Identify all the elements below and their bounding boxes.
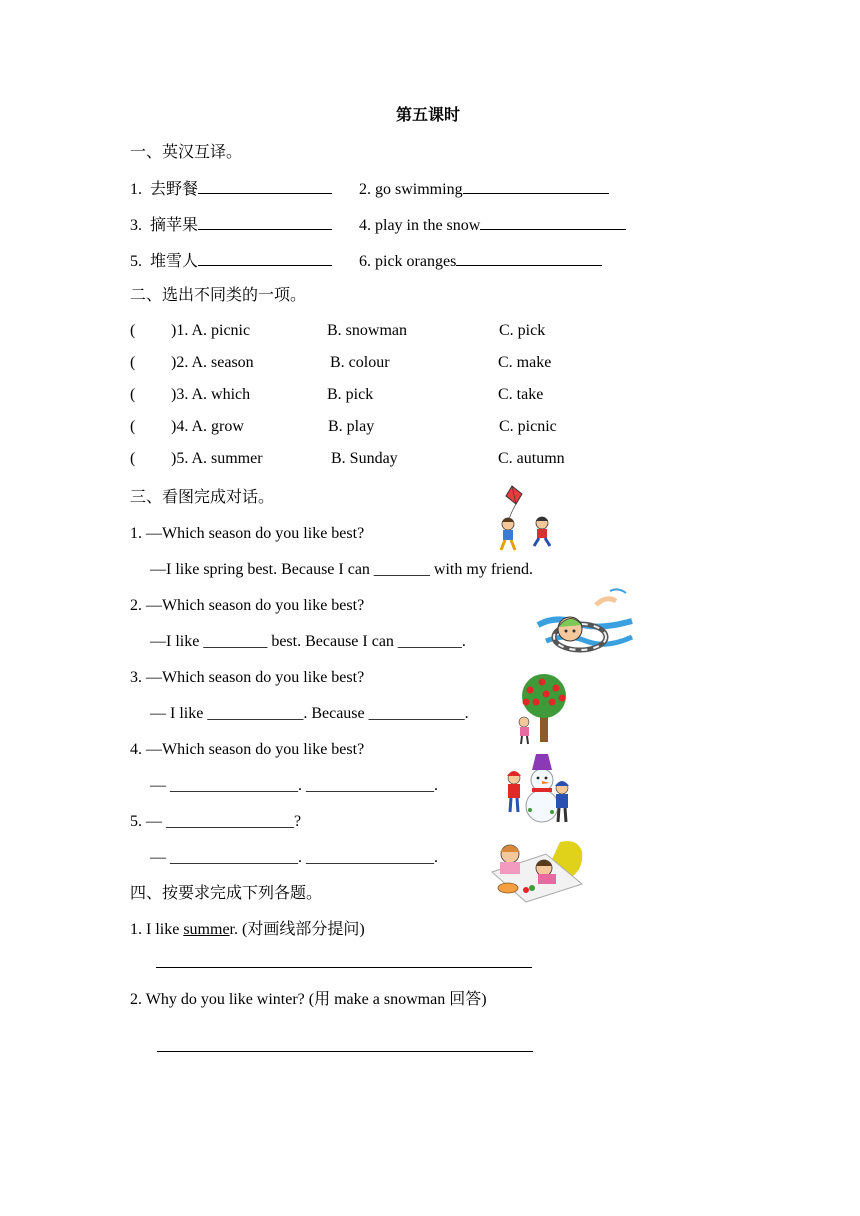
option-b: B. colour	[330, 354, 390, 371]
swimming-boy-image	[536, 585, 634, 659]
item-text: 摘苹果	[150, 217, 199, 234]
answer-line-2[interactable]	[157, 1051, 533, 1052]
answer-paren[interactable]: (	[130, 322, 136, 339]
answer-paren[interactable]: (	[130, 450, 136, 467]
dialogue-question-1: 1. —Which season do you like best?	[130, 525, 365, 542]
option-b: B. Sunday	[331, 450, 398, 467]
section-heading-4: 四、按要求完成下列各题。	[130, 885, 323, 902]
translation-item-1	[130, 178, 332, 200]
answer-blank[interactable]	[198, 250, 332, 266]
answer-line-1[interactable]	[156, 967, 532, 968]
dialogue-answer-2[interactable]: —I like ________ best. Because I can ________.	[150, 633, 466, 650]
translation-item-3	[130, 214, 332, 236]
dialogue-question-5[interactable]: 5. — ________________?	[130, 813, 302, 830]
question-number: )4. A. grow	[171, 418, 244, 435]
item-text: play in the snow	[375, 217, 481, 234]
dialogue-answer-5[interactable]: — ________________. ________________.	[150, 849, 438, 866]
item-text: pick oranges	[375, 253, 457, 270]
underlined-word: summe	[183, 921, 230, 938]
dialogue-question-4: 4. —Which season do you like best?	[130, 741, 365, 758]
answer-paren[interactable]: (	[130, 418, 136, 435]
apple-tree-image	[512, 672, 580, 746]
question-number: )2. A. season	[171, 354, 254, 371]
picnic-kids-image	[486, 832, 586, 904]
translation-item-4	[359, 214, 626, 236]
question-number: )1. A. picnic	[171, 322, 251, 339]
question-number: )3. A. which	[171, 386, 251, 403]
item-number: 3.	[130, 217, 142, 234]
section-heading-1: 一、英汉互译。	[130, 144, 243, 161]
option-a: A. grow	[191, 418, 244, 435]
answer-paren[interactable]: (	[130, 354, 136, 371]
answer-blank[interactable]	[480, 214, 626, 230]
option-c: C. make	[498, 354, 552, 371]
item-number: 6.	[359, 253, 371, 270]
rewrite-question-2: 2. Why do you like winter? (用 make a snowman 回答)	[130, 991, 487, 1008]
item-text: go swimming	[375, 181, 463, 198]
item-text: 去野餐	[150, 181, 199, 198]
dialogue-answer-1[interactable]: —I like spring best. Because I can _______ with my friend.	[150, 561, 534, 578]
option-a: A. summer	[191, 450, 263, 467]
dialogue-question-2: 2. —Which season do you like best?	[130, 597, 365, 614]
option-c: C. pick	[499, 322, 546, 339]
snowman-kids-image	[500, 748, 578, 826]
option-a: A. picnic	[191, 322, 251, 339]
dialogue-answer-4[interactable]: — ________________. ________________.	[150, 777, 438, 794]
section-heading-3: 三、看图完成对话。	[130, 489, 275, 506]
rewrite-question-1: 1. I like summer. (对画线部分提问)	[130, 921, 365, 938]
answer-blank[interactable]	[198, 214, 332, 230]
kite-boys-image	[494, 484, 564, 554]
answer-blank[interactable]	[198, 178, 332, 194]
translation-item-5	[130, 250, 332, 272]
option-b: B. play	[328, 418, 375, 435]
page-title: 第五课时	[396, 107, 461, 124]
answer-blank[interactable]	[456, 250, 602, 266]
option-a: A. season	[191, 354, 254, 371]
item-number: 1.	[130, 181, 142, 198]
answer-paren[interactable]: (	[130, 386, 136, 403]
item-text: 堆雪人	[150, 253, 199, 270]
question-number: )5. A. summer	[171, 450, 263, 467]
translation-item-6	[359, 250, 602, 272]
option-c: C. autumn	[498, 450, 565, 467]
section-heading-2: 二、选出不同类的一项。	[130, 287, 307, 304]
answer-blank[interactable]	[463, 178, 609, 194]
translation-item-2	[359, 178, 609, 200]
item-number: 5.	[130, 253, 142, 270]
dialogue-question-3: 3. —Which season do you like best?	[130, 669, 365, 686]
option-b: B. pick	[327, 386, 374, 403]
option-c: C. take	[498, 386, 544, 403]
option-c: C. picnic	[499, 418, 557, 435]
dialogue-answer-3[interactable]: — I like ____________. Because ____________.	[150, 705, 469, 722]
item-number: 2.	[359, 181, 371, 198]
item-number: 4.	[359, 217, 371, 234]
option-a: A. which	[191, 386, 251, 403]
option-b: B. snowman	[327, 322, 407, 339]
